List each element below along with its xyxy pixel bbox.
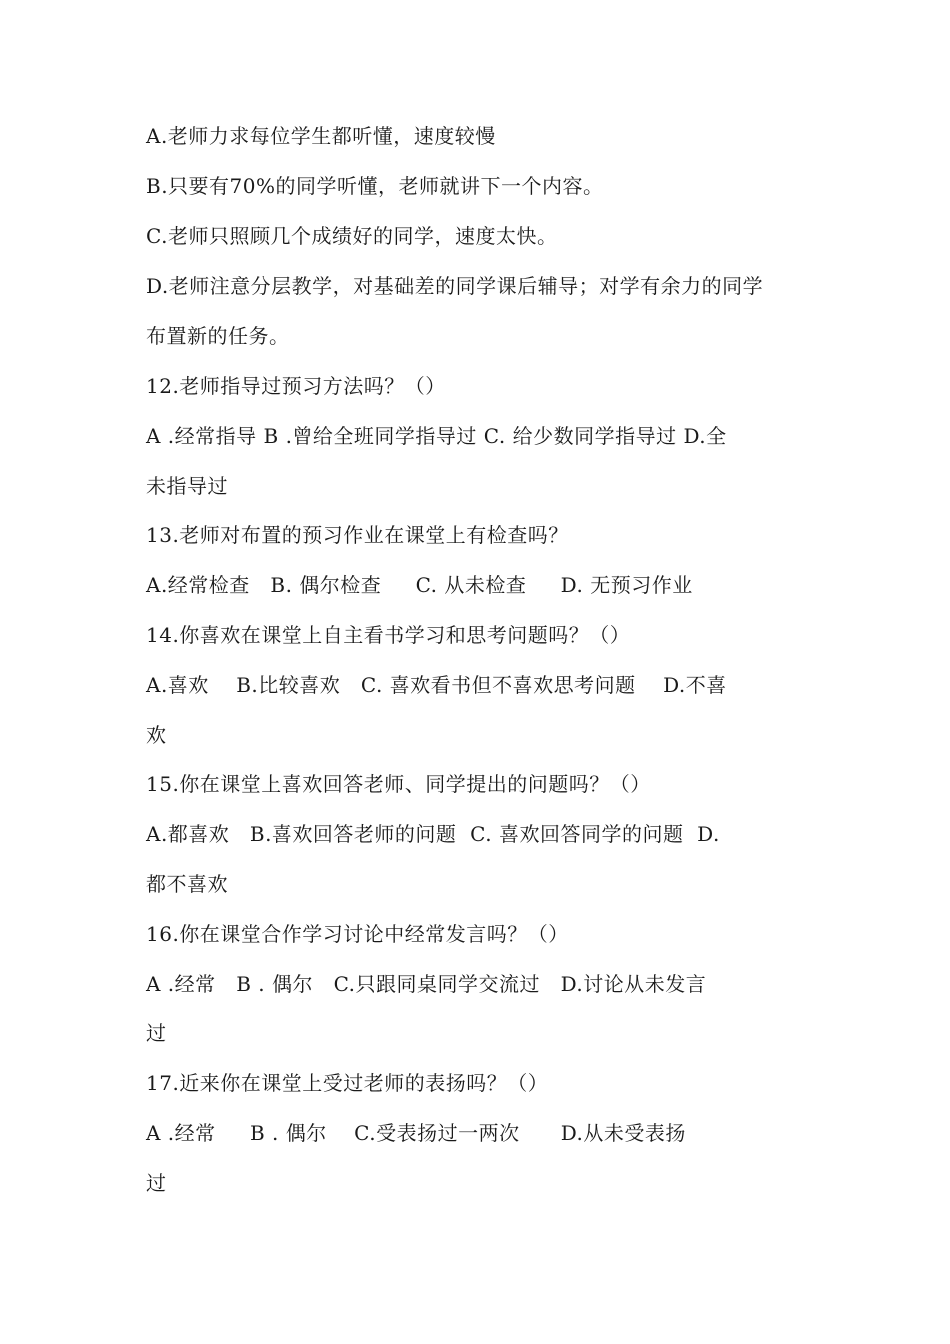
question-17: 17.近来你在课堂上受过老师的表扬吗？（） [146,1071,549,1095]
question-12-options: A .经常指导 B .曾给全班同学指导过 C. 给少数同学指导过 D.全 [146,424,727,448]
question-16-options: A .经常 B . 偶尔 C.只跟同桌同学交流过 D.讨论从未发言 [146,972,707,996]
question-14-options: A.喜欢 B.比较喜欢 C. 喜欢看书但不喜欢思考问题 D.不喜 [146,673,727,697]
question-15: 15.你在课堂上喜欢回答老师、同学提出的问题吗？（） [146,772,651,796]
question-14: 14.你喜欢在课堂上自主看书学习和思考问题吗？（） [146,623,631,647]
question-12: 12.老师指导过预习方法吗？（） [146,374,446,398]
question-12-options-continued: 未指导过 [146,474,228,498]
option-line: C.老师只照顾几个成绩好的同学，速度太快。 [146,224,558,248]
question-16: 16.你在课堂合作学习讨论中经常发言吗？（） [146,922,569,946]
question-14-options-continued: 欢 [146,723,167,747]
option-line: B.只要有70%的同学听懂，老师就讲下一个内容。 [146,174,604,198]
question-15-options: A.都喜欢 B.喜欢回答老师的问题 C. 喜欢回答同学的问题 D. [146,822,720,846]
question-15-options-continued: 都不喜欢 [146,872,228,896]
option-line: D.老师注意分层教学，对基础差的同学课后辅导；对学有余力的同学 [146,274,764,298]
option-line-continued: 布置新的任务。 [146,324,290,348]
question-16-options-continued: 过 [146,1021,167,1045]
question-17-options-continued: 过 [146,1171,167,1195]
question-13-options: A.经常检查 B. 偶尔检查 C. 从未检查 D. 无预习作业 [146,573,693,597]
question-17-options: A .经常 B . 偶尔 C.受表扬过一两次 D.从未受表扬 [146,1121,686,1145]
option-line: A.老师力求每位学生都听懂，速度较慢 [146,124,496,148]
question-13: 13.老师对布置的预习作业在课堂上有检查吗？ [146,523,569,547]
